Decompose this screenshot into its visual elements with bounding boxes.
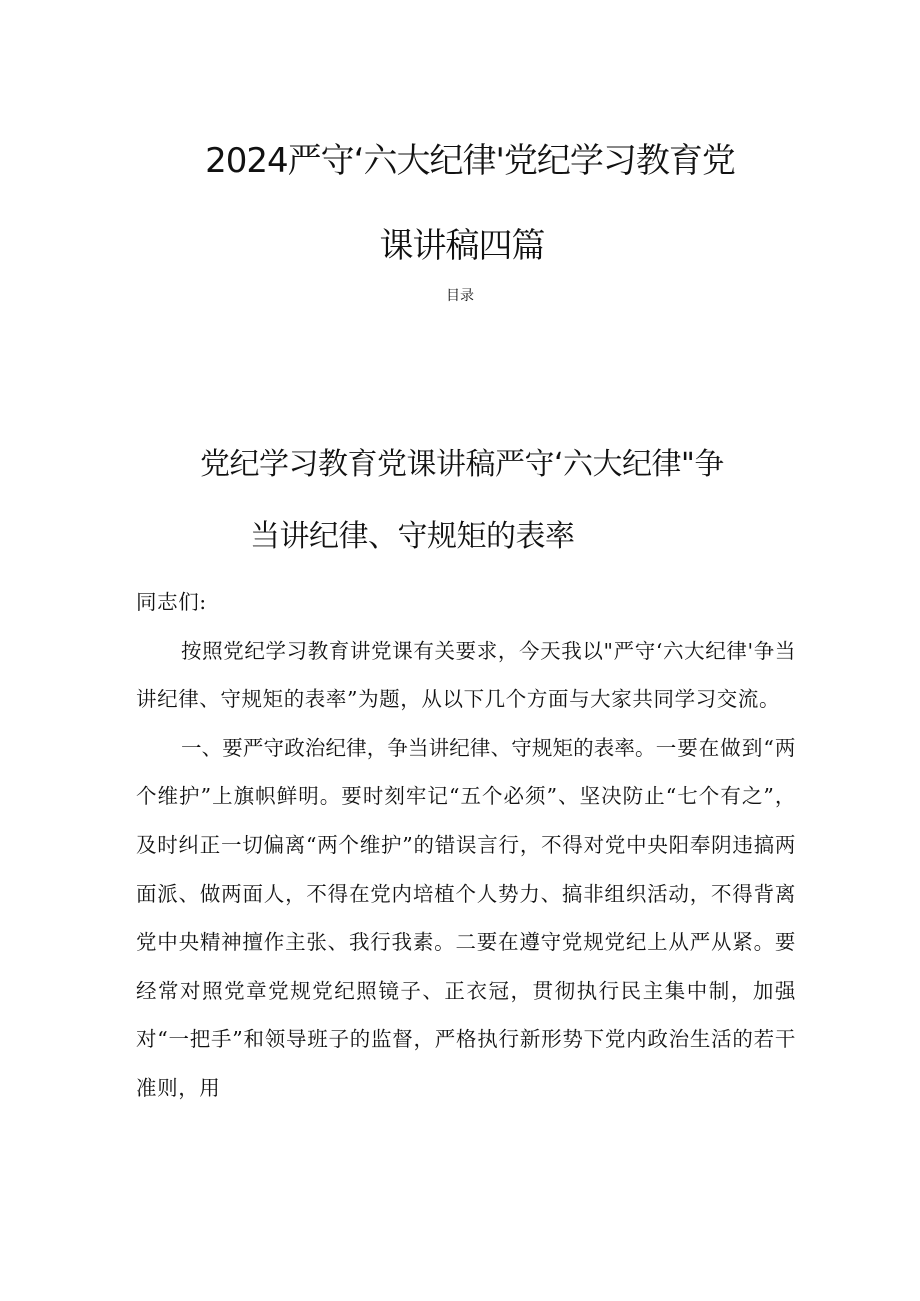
document-title-line-1: 2024严守‘六大纪律'党纪学习教育党: [205, 141, 735, 181]
section-title-line-2: 当讲纪律、守规矩的表率: [250, 519, 575, 554]
section-title-line-1: 党纪学习教育党课讲稿严守‘六大纪律"争: [200, 447, 724, 482]
point-1-body: 一要在做到“两个维护”上旗帜鲜明。要时刻牢记“五个必须”、坚决防止“七个有之”，及时纠正一切偏离“两个维护”的错误言行，不得对党中央阳奉阴违搞两面派、做两面人，不得在党内培植个人势力、搞非组织活动，不得背离党中央精神擅作主张、我行我素。二要在遵守党规党纪上从严从紧。要经常对照党章党规党纪照镜子、正衣冠，贯彻执行民主集中制，加强对“一把手”和领导班子的监督，严格执行新形势下党内政治生活的若干准则，用: [136, 735, 796, 1100]
point-1-heading: 一、要严守政治纪律，争当讲纪律、守规矩的表率。: [181, 735, 656, 760]
section-body: [136, 578, 796, 1113]
document-title-line-2: 课讲稿四篇: [379, 226, 545, 266]
salutation: 同志们:: [136, 590, 207, 614]
toc-label: 目录: [446, 288, 474, 304]
point-1-paragraph: [136, 724, 796, 1113]
intro-paragraph: 按照党纪学习教育讲党课有关要求，今天我以"严守‘六大纪律'争当讲纪律、守规矩的表率”为题，从以下几个方面与大家共同学习交流。: [136, 638, 796, 712]
